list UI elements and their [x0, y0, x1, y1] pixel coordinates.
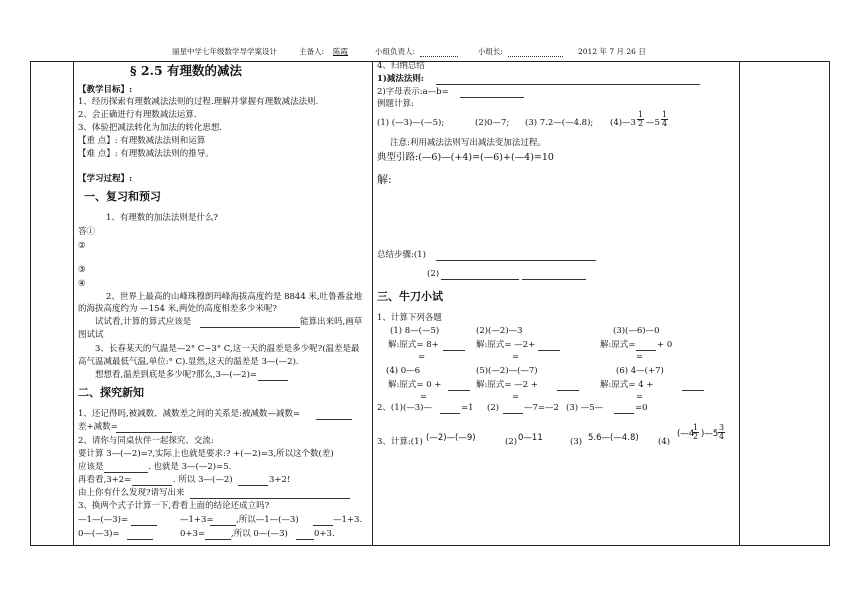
frame-col3 — [739, 61, 740, 546]
section-3-title: 三、牛刀小试 — [377, 290, 443, 303]
problem-3-work-tail: + 0 — [657, 340, 673, 350]
calc-3: 5.6—(—4.8) — [588, 433, 639, 443]
explore-2-line-4b: . 所以 3—(—2) — [173, 475, 233, 485]
question-1: 1、有理数的加法法则是什么? — [106, 213, 218, 223]
note: 注意:利用减法法则写出减法变加法过程。 — [390, 138, 546, 148]
header-group-leader-blank — [420, 56, 458, 57]
goal-3: 3、体验把减法转化为加法的转化思想. — [78, 123, 223, 133]
question-2-line-1: 2、世界上最高的山峰珠穆朗玛峰海拔高度约是 8844 米,吐鲁番盆地 — [106, 292, 363, 302]
example-1: (1) (—3)—(—5); — [377, 118, 445, 128]
problem-4-blank — [448, 390, 470, 391]
explore-2-line-4: 再看看,3+2= — [78, 475, 132, 485]
calc-4-b: )—5 — [701, 429, 719, 439]
calc-4-fraction-1: $\frac{1}{2}$ — [693, 423, 699, 441]
problem-5-work: 解:原式= —2 + — [476, 380, 538, 390]
explore-3-row1-blank-3 — [313, 525, 333, 526]
explore-2-line-2: 要计算 3—(—2)=?,实际上也就是要求:? +(—2)=3,所以这个数(差) — [78, 449, 334, 459]
header-date: 2012 年 7 月 26 日 — [578, 47, 646, 56]
question-3-line-2: 高气温减最低气温,单位:° C).显然,这天的温差是 3—(—2). — [78, 357, 299, 367]
problem-2-blank — [538, 350, 560, 351]
frame-top — [30, 61, 830, 62]
frame-col2 — [372, 61, 373, 546]
test-2-blank-1 — [440, 413, 460, 414]
frame-right — [829, 61, 830, 546]
question-2-line-4: 图试试 — [78, 330, 104, 340]
explore-2-line-3a: 应该是 — [78, 462, 104, 472]
problem-5-blank — [557, 390, 579, 391]
problem-6-eq: = — [636, 392, 644, 402]
explore-3-row2-b: 0+3= — [180, 529, 206, 539]
problem-3-work: 解:原式= — [600, 340, 636, 350]
problem-6-blank — [682, 390, 704, 391]
solution-label: 解: — [377, 173, 392, 186]
problem-1-eq: = — [418, 352, 426, 362]
question-2-line-3b: 能算出来吗,画草 — [300, 317, 363, 327]
example-4-fraction-2: $\frac{1}{4}$ — [662, 110, 668, 128]
frame-col1 — [73, 61, 74, 546]
letter-representation: 2)字母表示:a—b= — [377, 87, 449, 97]
calc-4-label: (4) — [658, 437, 671, 447]
explore-3-row1-d: —1+3. — [333, 515, 363, 525]
problem-2: (2)(—2)—3 — [476, 326, 523, 336]
problem-6: (6) 4—(+7) — [616, 366, 664, 376]
test-2-a: 2、(1)(—3)— — [377, 403, 432, 413]
test-3-label: 3、计算:(1) — [377, 437, 423, 447]
example-3: (3) 7.2—(—4.8); — [525, 118, 594, 128]
explore-3-row1-blank-2 — [210, 525, 236, 526]
calc-2-label: (2) — [505, 437, 518, 447]
question-3-blank — [258, 380, 288, 381]
calc-4-a: (—4 — [677, 429, 695, 439]
goal-2: 2、会正确进行有理数减法运算. — [78, 110, 197, 120]
header-group-member-blank — [508, 56, 563, 57]
explore-3-row2-blank-3 — [296, 539, 314, 540]
summary-steps-1: 总结步骤:(1) — [377, 250, 426, 260]
header-group-leader-label: 小组负责人: — [375, 47, 416, 56]
explore-3-row1-b: —1+3= — [180, 515, 214, 525]
problem-3-blank — [636, 350, 656, 351]
problem-4-work: 解:原式= 0 + — [388, 380, 442, 390]
test-2-c: (2) — [487, 403, 500, 413]
explore-3-row2-d: 0+3. — [314, 529, 335, 539]
problem-1: (1) 8—(—5) — [390, 326, 440, 336]
answer-2: ② — [78, 241, 86, 251]
summary-steps-blank-2b — [522, 279, 586, 280]
frame-left — [30, 61, 31, 546]
example-4-b: —5 — [646, 118, 660, 128]
answer-3: ③ — [78, 265, 86, 275]
header-school-design: 丽星中学七年级数学导学案设计 — [172, 47, 277, 56]
explore-3-row2-c: ,所以 0—(—3) — [231, 529, 288, 539]
explore-2-blank-1 — [104, 472, 148, 473]
question-3-line-3: 想想看,温差到底是多少呢?那么,3—(—2)= — [95, 370, 258, 380]
example-heading: 例题计算: — [377, 99, 414, 109]
explore-2-line-4c: 3+2! — [269, 475, 291, 485]
problem-1-work: 解:原式= 8+ — [388, 340, 439, 350]
explore-3-row1-c: ,所以—1—(—3) — [236, 515, 299, 525]
problem-3-eq: = — [636, 352, 644, 362]
explore-2-blank-2 — [132, 485, 172, 486]
subtraction-rule-blank — [436, 84, 700, 85]
explore-2-blank-3 — [238, 485, 268, 486]
example-4-a: (4)—3 — [610, 118, 636, 128]
answer-1: 答① — [78, 227, 96, 237]
test-1-heading: 1、计算下列各题 — [377, 313, 442, 323]
problem-3: (3)(—6)—0 — [613, 326, 660, 336]
explore-3: 3、换两个式子计算一下,看看上面的结论还成立吗? — [78, 501, 270, 511]
frame-bottom — [30, 545, 830, 546]
test-2-b: =1 — [461, 403, 474, 413]
goals-heading: 【教学目标】: — [78, 85, 133, 95]
summary-steps-blank-2a — [441, 279, 519, 280]
summary-steps-2: (2) — [427, 269, 440, 279]
calc-2: 0—11 — [518, 433, 543, 443]
problem-1-blank — [443, 350, 465, 351]
test-2-e: (3) —5— — [566, 403, 604, 413]
explore-2-line-3b: . 也就是 3—(—2)=5. — [148, 462, 232, 472]
explore-3-row2-blank-2 — [205, 539, 231, 540]
problem-4: (4) 0—6 — [386, 366, 421, 376]
test-2-blank-3 — [614, 413, 634, 414]
problem-2-eq: = — [512, 352, 520, 362]
summary-steps-blank-1 — [436, 260, 596, 261]
question-2-line-3a: 试试看,计算的算式应该是 — [95, 317, 192, 327]
explore-2-line-5: 由上你有什么发现?请写出来 — [78, 488, 185, 498]
explore-3-row1-a: —1—(—3)= — [78, 515, 129, 525]
section-1-title: 一、复习和预习 — [84, 190, 161, 203]
header-preparer-label: 主备人: — [299, 47, 325, 56]
problem-6-work: 解:原式= 4 + — [600, 380, 654, 390]
header-preparer-name: 陈霞 — [333, 47, 348, 56]
explore-1-blank-2 — [116, 432, 172, 433]
difficulty: 【难 点】: 有理数减法法则的推导。 — [78, 149, 214, 159]
calc-4-fraction-2: $\frac{3}{4}$ — [719, 423, 725, 441]
question-3-line-1: 3、长春某天的气温是—2° C~3° C,这一天的温差是多少呢?(温差是最 — [95, 344, 360, 354]
letter-representation-blank — [460, 97, 524, 98]
summary-heading: 4、归纳总结 — [377, 61, 425, 71]
goal-1: 1、经历探索有理数减法法则的过程.理解并掌握有理数减法法则. — [78, 97, 319, 107]
explore-1-line-1: 1、还记得吗,被减数、减数差之间的关系是:被减数—减数= — [78, 409, 301, 419]
explore-3-row2-blank-1 — [127, 539, 153, 540]
example-4-fraction-1: $\frac{1}{2}$ — [638, 110, 644, 128]
key-point: 【重 点】: 有理数减法法则和运算 — [78, 136, 206, 146]
explore-3-row1-blank-1 — [131, 525, 157, 526]
question-2-blank — [200, 327, 300, 328]
test-2-blank-2 — [503, 413, 523, 414]
process-heading: 【学习过程】: — [78, 174, 133, 184]
lesson-title: § 2.5 有理数的减法 — [130, 63, 242, 78]
test-2-f: =0 — [635, 403, 648, 413]
explore-2-line-1: 2、请你与同桌伙伴一起探究、交流: — [78, 436, 214, 446]
answer-4: ④ — [78, 279, 86, 289]
subtraction-rule: 1)减法法则: — [377, 74, 425, 84]
problem-5-eq: = — [512, 392, 520, 402]
problem-5: (5)(—2)—(—7) — [476, 366, 538, 376]
question-2-line-2: 的海拔高度约为 —154 米,两处的高度相差多少米呢? — [78, 304, 277, 314]
calc-1: (—2)—(—9) — [426, 433, 476, 443]
explore-2-blank-4 — [190, 498, 350, 499]
problem-2-work: 解:原式= —2+ — [476, 340, 536, 350]
problem-4-eq: = — [420, 392, 428, 402]
header-group-member-label: 小组长: — [478, 47, 504, 56]
calc-3-label: (3) — [570, 437, 583, 447]
typical-example: 典型引路:(—6)—(+4)=(—6)+(—4)=10 — [377, 152, 554, 163]
example-2: (2)0—7; — [475, 118, 510, 128]
test-2-d: —7=—2 — [524, 403, 559, 413]
explore-1-blank-1 — [316, 419, 352, 420]
explore-1-line-2: 差+减数= — [78, 422, 118, 432]
section-2-title: 二、探究新知 — [78, 386, 144, 399]
explore-3-row2-a: 0—(—3)= — [78, 529, 120, 539]
